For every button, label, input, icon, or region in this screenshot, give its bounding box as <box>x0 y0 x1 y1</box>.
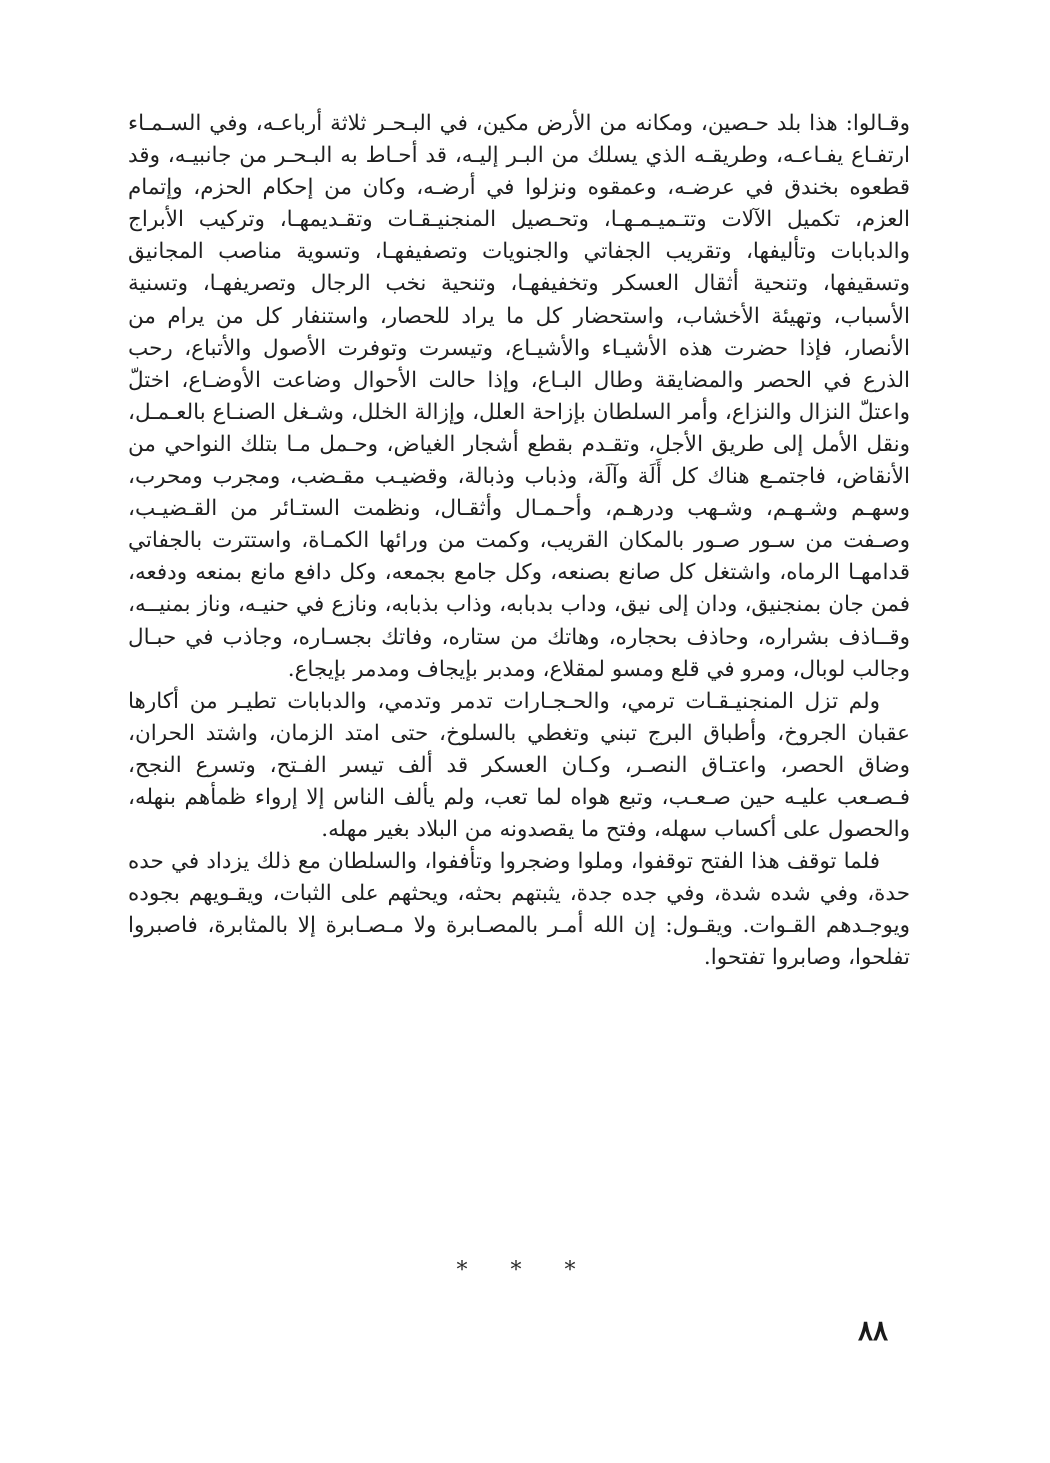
paragraph-3: فلما توقف هذا الفتح توقفوا، وملوا وضجروا وتأففوا، والسلطان مع ذلك يزداد في حده حدة، وفي شده شدة، وفي جده جدة، يثبتهم بحثه، ويحثهم على الثبات، ويقـويهم بجوده ويوجـدهم القـوات. ويقـول: إن الله أمـر بالمصـابرة ولا مـصـابرة إلا بالمثابرة، فاصبروا تفلحوا، وصابروا تفتحوا. <box>128 849 910 971</box>
paragraph-1: وقـالوا: هذا بلد حـصين، ومكانه من الأرض مكين، في البـحـر ثلاثة أرباعـه، وفي السـمـاء ارتفـاع يفـاعـه، وطريقـه الذي يسلك من البـر إليـه، قد أحـاط به البـحـر من جانبيـه، وقد قطعوه بخندق في عرضـه، وعمقوه ونزلوا في أرضـه، وكان من إحكام الحزم، وإتمام العزم، تكميل الآلات وتتـميـمـهـا، وتحـصيل المنجنيـقـات وتقـديمهـا، وتركيب الأبراج والدبابات وتأليفها، وتقريب الجفاتي والجنويات وتصفيفهـا، وتسوية مناصب المجانيق وتسقيفها، وتنحية أثقال العسكر وتخفيفهـا، وتنحية نخب الرجال وتصريفهـا، وتسنية الأسباب، وتهيئة الأخشاب، واستحضار كل ما يراد للحصار، واستنفار كل من يرام من الأنصار، فإذا حضرت هذه الأشيـاء والأشيـاع، وتيسرت وتوفرت الأصول والأتباع، رحب الذرع في الحصر والمضايقة وطال البـاع، وإذا حالت الأحوال وضاعت الأوضـاع، اختلّ واعتلّ النزال والنزاع، وأمر السلطان بإزاحة العلل، وإزالة الخلل، وشـغل الصنـاع بالعـمـل، ونقل الأمل إلى طريق الأجل، وتقـدم بقطع أشجار الغياض، وحـمل مـا بتلك النواحي من الأنقاض، فاجتمـع هناك كل أَلَة وآلَة، وذباب وذبالة، وقضيـب مقـضب، ومجرب ومحرب، وسهـم وشـهـم، وشـهب ودرهـم، وأحـمـال وأثقـال، ونظمت الستـائر من القـضيـب، وصـفت من سـور صـور بالمكان القريب، وكمت من ورائها الكمـاة، واستترت بالجفاتي قدامهـا الرماه، واشتغل كل صانع بصنعه، وكل جامع بجمعه، وكل دافع مانع بمنعه ودفعه، فمن جان بمنجنيق، ودان إلى نيق، وداب بدبابه، وذاب بذبابه، ونازع في حنيـه، وناز بمنيــه، وقــاذف بشراره، وحاذف بحجاره، وهاتك من ستاره، وفاتك بجسـاره، وجاذب في حبـال وجالب لوبال، ومرو في قلع ومسو لمقلاع، ومدبر بإيجاف ومدمر بإيجاع. <box>128 111 910 682</box>
paragraph-2: ولم تزل المنجنيـقـات ترمي، والحـجـارات تدمر وتدمي، والدبابات تطيـر من أكارها عقبان الجروخ، وأطباق البرج تبني وتغطي بالسلوخ، حتى امتد الزمان، واشتد الحران، وضاق الحصر، واعتـاق النصـر، وكـان العسكر قد ألف تيسر الفـتح، وتسرع النجح، فـصـعب عليـه حين صـعـب، وتبع هواه لما تعب، ولم يألف الناس إلا إرواء ظمأهم بنهله، والحصول على أكساب سهله، وفتح ما يقصدونه من البلاد بغير مهله. <box>128 688 910 843</box>
page-number: ٨٨ <box>857 1314 889 1347</box>
body-text <box>128 108 910 975</box>
section-separator: * * * <box>456 1258 594 1283</box>
